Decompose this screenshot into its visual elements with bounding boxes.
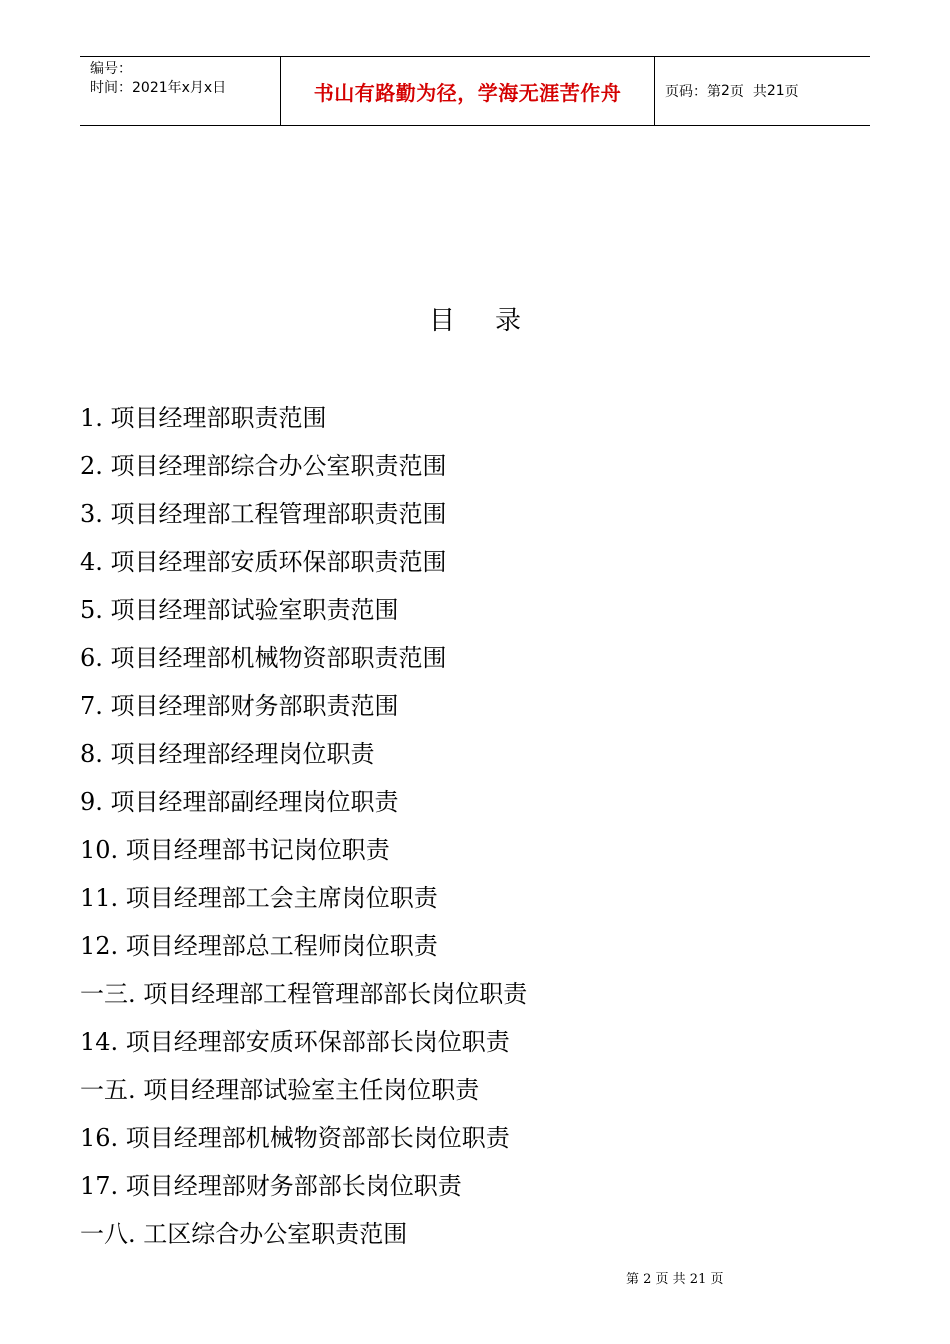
toc-item[interactable]: 6. 项目经理部机械物资部职责范围 [80,644,447,672]
toc-item[interactable]: 8. 项目经理部经理岗位职责 [80,740,375,768]
toc-item[interactable]: 一八. 工区综合办公室职责范围 [80,1220,408,1248]
page-footer: 第 2 页 共 21 页 [626,1272,724,1287]
page-info-total: 21 [766,83,785,99]
toc-item[interactable]: 16. 项目经理部机械物资部部长岗位职责 [80,1124,510,1152]
document-number-label: 编号： [90,61,132,77]
page-info-prefix: 页码：第 [665,84,721,100]
toc-item[interactable]: 5. 项目经理部试验室职责范围 [80,596,399,624]
header-motto: 书山有路勤为径，学海无涯苦作舟 [313,80,622,105]
toc-item[interactable]: 3. 项目经理部工程管理部职责范围 [80,500,447,528]
page-header [80,56,870,126]
toc-item[interactable]: 17. 项目经理部财务部部长岗位职责 [80,1172,462,1200]
header-page-info [655,57,870,125]
page-info-suffix: 页 [784,84,799,100]
toc-item[interactable]: 12. 项目经理部总工程师岗位职责 [80,932,438,960]
toc-list [80,398,527,1262]
toc-item[interactable]: 10. 项目经理部书记岗位职责 [80,836,390,864]
toc-item[interactable]: 7. 项目经理部财务部职责范围 [80,692,399,720]
page-info-current: 2 [721,83,730,99]
toc-item[interactable]: 一三. 项目经理部工程管理部部长岗位职责 [80,980,528,1008]
toc-item[interactable]: 9. 项目经理部副经理岗位职责 [80,788,399,816]
toc-title: 目录 [428,306,561,336]
toc-item[interactable]: 一五. 项目经理部试验室主任岗位职责 [80,1076,480,1104]
header-meta [80,57,280,125]
document-time-label: 时间：2021年x月x日 [90,80,227,96]
toc-item[interactable]: 4. 项目经理部安质环保部职责范围 [80,548,447,576]
page-info-middle: 页 共 [729,84,767,100]
toc-item[interactable]: 11. 项目经理部工会主席岗位职责 [80,884,438,912]
toc-item[interactable]: 1. 项目经理部职责范围 [80,404,327,432]
toc-item[interactable]: 2. 项目经理部综合办公室职责范围 [80,452,447,480]
toc-item[interactable]: 14. 项目经理部安质环保部部长岗位职责 [80,1028,510,1056]
